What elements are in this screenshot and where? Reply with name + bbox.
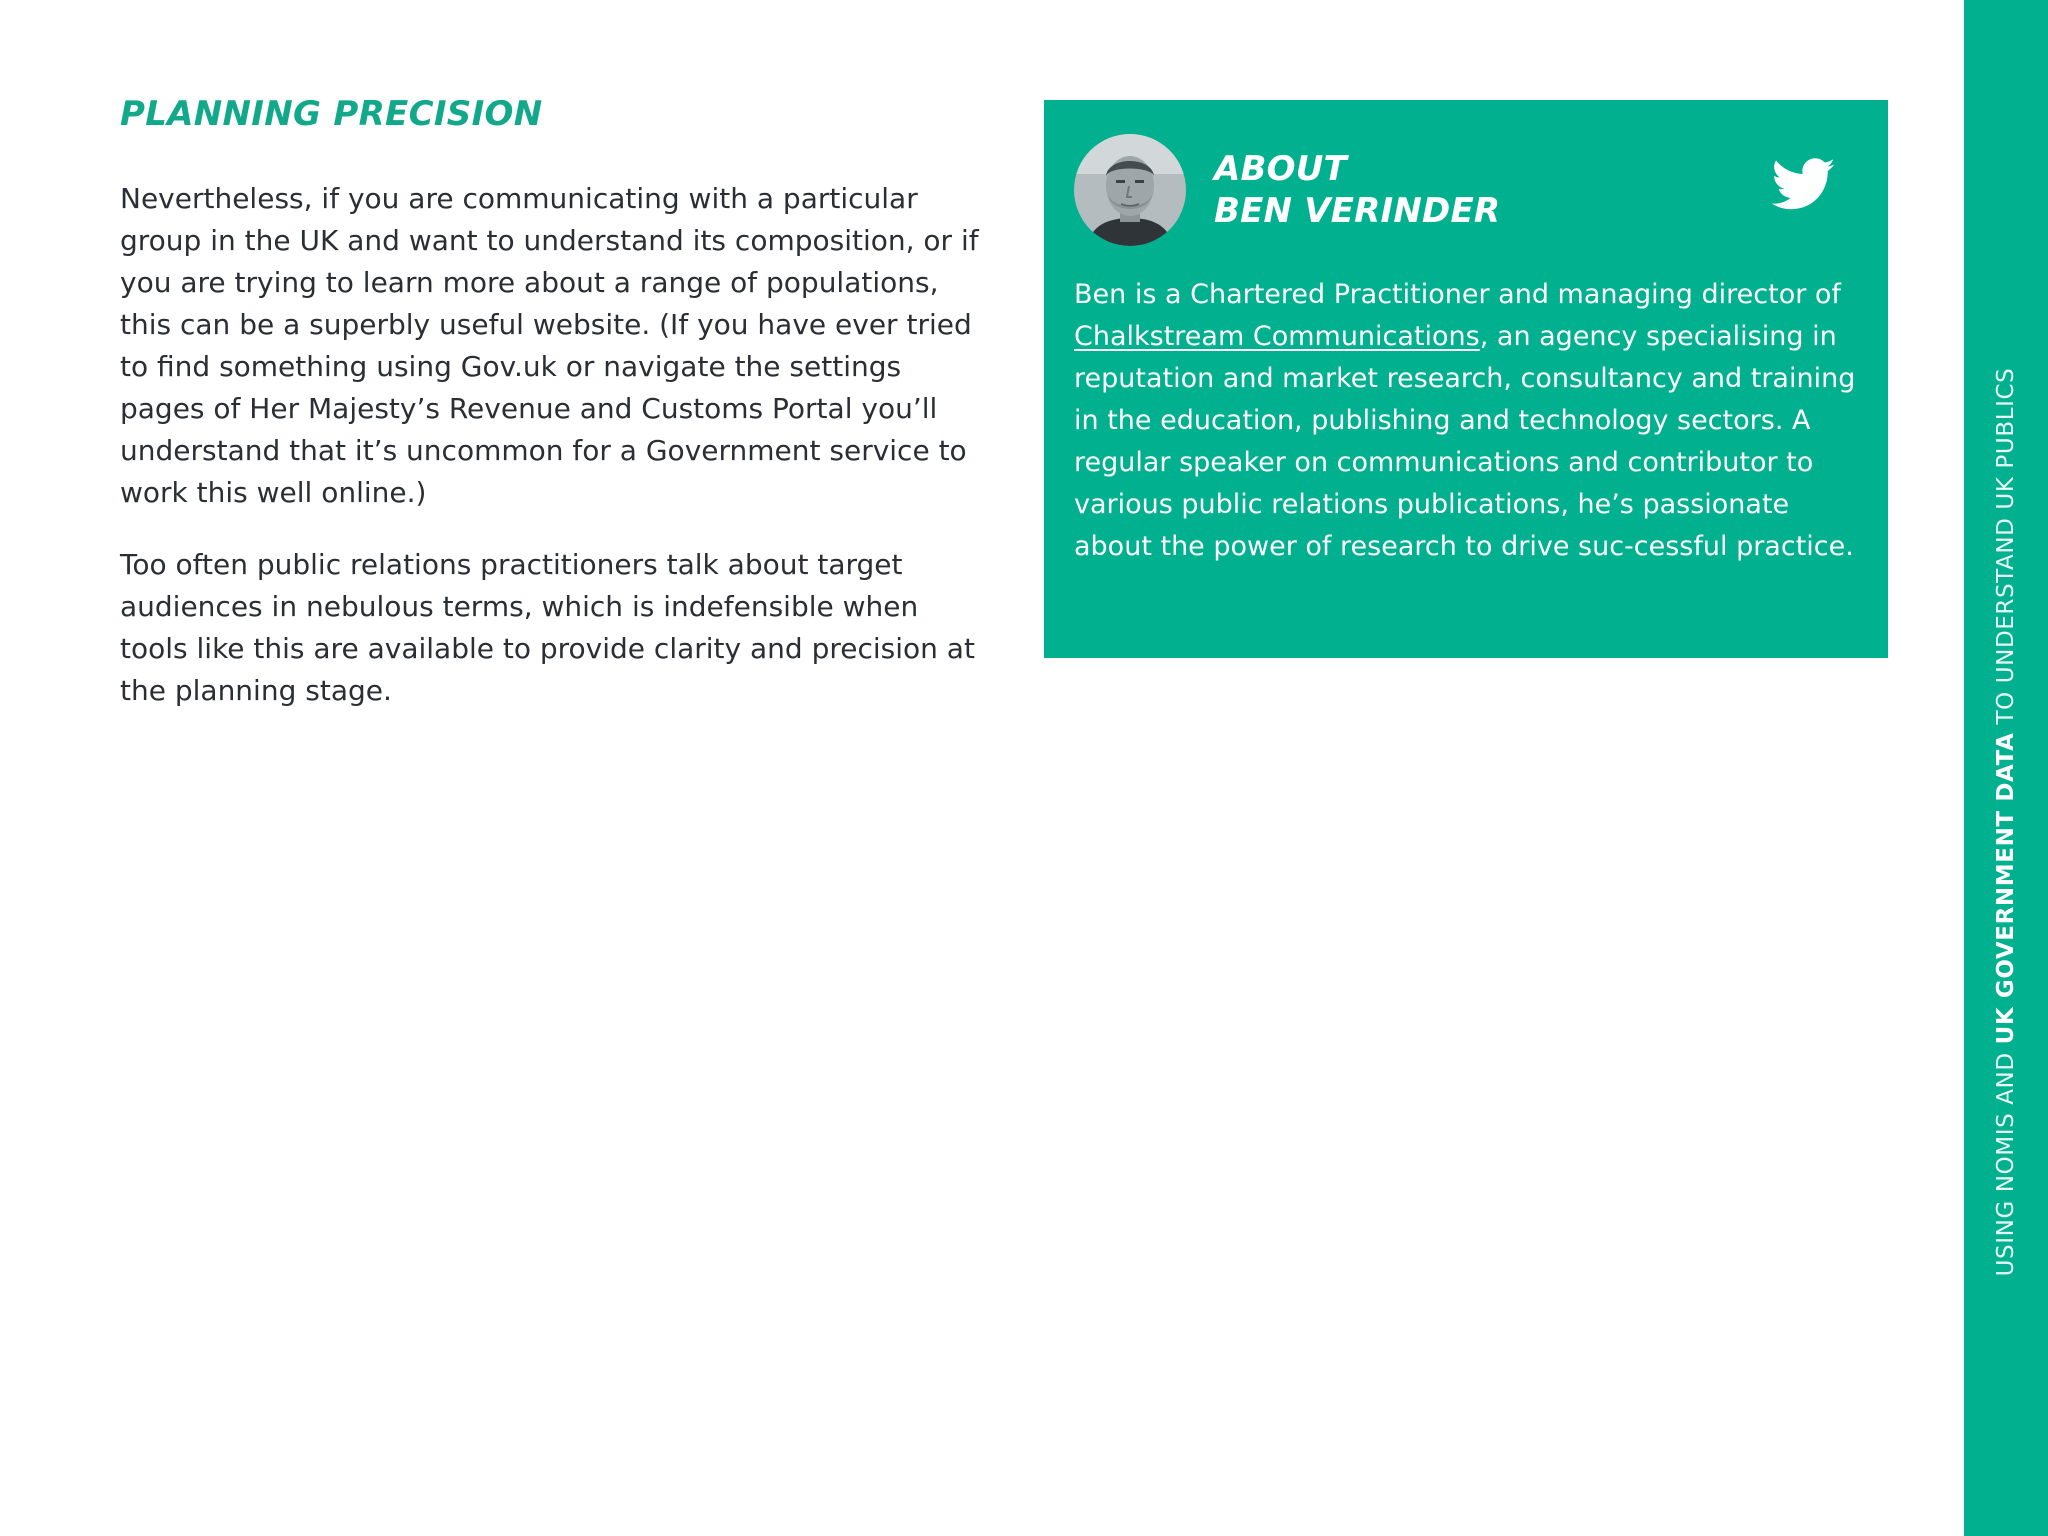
bio-text-start: Ben is a Chartered Practitioner and managing director of [1074,279,1841,310]
bio-text-end: , an agency specialising in reputation and market research, consultancy and training in the education, publishing and technology sectors. A regular speaker on communications and contributor to various public relations publications, he’s passionate about the power of research to drive suc-cessful practice. [1074,321,1856,562]
author-photo-icon [1074,134,1186,246]
author-bio-box [1044,100,1888,658]
body-paragraph: Too often public relations practitioners talk about target audiences in nebulous terms, which is indefensible when tools like this are available to provide clarity and precision at the planning stage. [120,548,975,707]
body-paragraph: Nevertheless, if you are communicating with a particular group in the UK and want to understand its composition, or if you are trying to learn more about a range of populations, this can be a superbly useful website. (If you have ever tried to find something using Gov.uk or navigate the settings pages of Her Majesty’s Revenue and Customs Portal you’ll understand that it’s uncommon for a Government service to work this well online.) [120,182,979,509]
chalkstream-link[interactable]: Chalkstream Communications [1074,321,1480,352]
bio-title-line-1: ABOUT [1214,149,1347,189]
side-banner [1964,0,2048,1536]
side-banner-label [1993,368,2019,1277]
side-label-part-3: TO UNDERSTAND UK PUBLICS [1993,367,2019,733]
main-content [120,92,980,742]
twitter-icon[interactable] [1772,158,1836,214]
twitter-bird-icon [1772,158,1836,214]
side-label-part-1: USING NOMIS AND [1993,1044,2019,1277]
bio-title-line-2: BEN VERINDER [1214,191,1501,231]
author-avatar [1074,134,1186,246]
bio-title [1214,148,1500,232]
section-heading: PLANNING PRECISION [120,94,543,134]
bio-text [1074,274,1860,568]
side-label-part-2: UK GOVERNMENT DATA [1993,732,2019,1045]
